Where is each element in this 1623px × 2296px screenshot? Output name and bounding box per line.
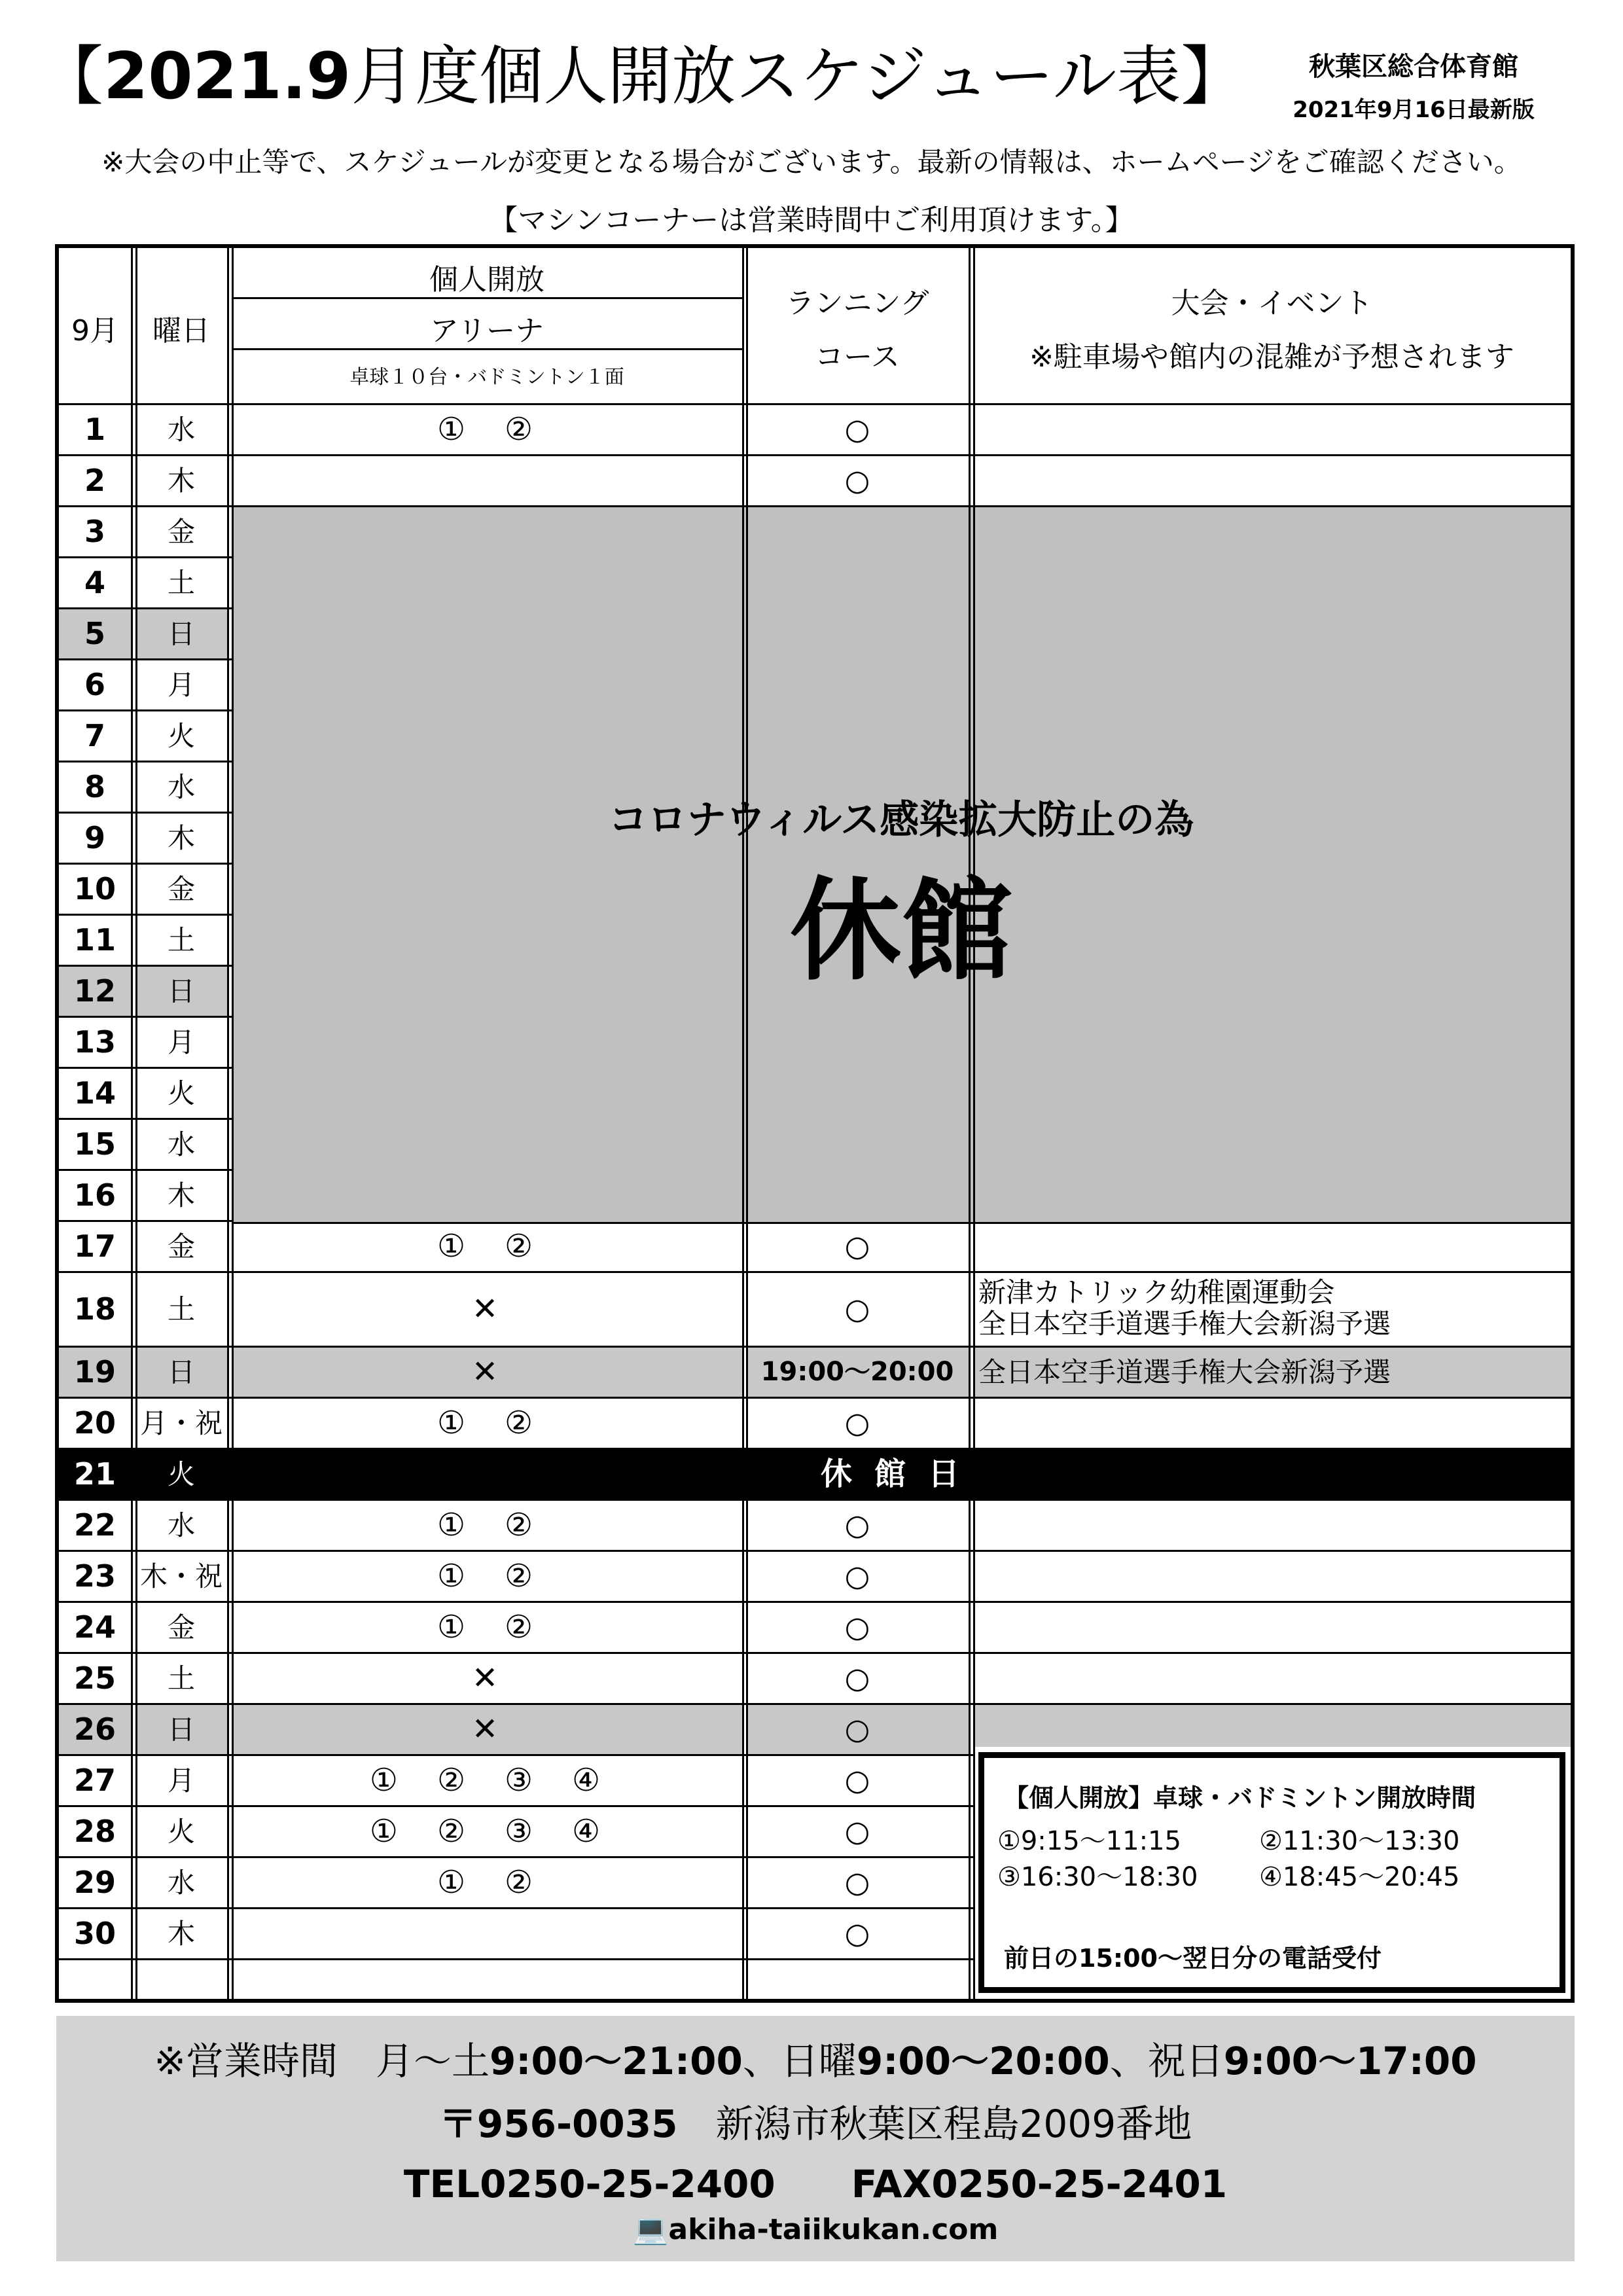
day-number: 4 <box>84 565 105 600</box>
closure-label: 休館 <box>789 867 1012 996</box>
day-number: 7 <box>84 718 105 753</box>
running-course: ○ <box>844 1611 870 1644</box>
weekday: 木 <box>167 822 195 854</box>
event-name: 全日本空手道選手権大会新潟予選 <box>978 1356 1391 1388</box>
table-row <box>59 454 1571 505</box>
weekday: 火 <box>167 720 195 752</box>
day-number: 2 <box>84 463 105 498</box>
arena-slots: ① ② <box>437 411 537 448</box>
arena-slots: ✕ <box>232 1348 742 1397</box>
weekday: 月・祝 <box>139 1407 223 1439</box>
header-month: 9月 <box>71 314 118 348</box>
day-number: 10 <box>73 871 116 906</box>
arena-slots <box>232 1960 742 2009</box>
arena-slots: ✕ <box>471 1291 503 1327</box>
running-course: ○ <box>844 1293 870 1326</box>
day-number: 13 <box>73 1024 116 1060</box>
running-course: 19:00～20:00 <box>746 1348 969 1397</box>
day-number: 12 <box>59 967 131 1016</box>
event-name: 新津カトリック幼稚園運動会 <box>978 1276 1335 1308</box>
website[interactable]: 💻akiha-taiikukan.com <box>632 2213 999 2246</box>
running-course: ○ <box>844 1764 870 1797</box>
table-row <box>59 1271 1571 1346</box>
info-slot-2: ②11:30～13:30 <box>1259 1826 1460 1856</box>
header-personal: 個人開放 <box>429 263 544 296</box>
weekday: 水 <box>167 771 195 803</box>
arena-slots: ① ② <box>437 1507 537 1543</box>
day-number: 25 <box>73 1660 116 1696</box>
closure-reason: コロナウィルス感染拡大防止の為 <box>608 797 1194 843</box>
closure-block <box>232 505 1571 1224</box>
day-number: 24 <box>73 1609 116 1645</box>
weekday: 金 <box>167 516 195 548</box>
arena-slots: ① ② <box>437 1558 537 1594</box>
day-number: 1 <box>84 412 105 447</box>
table-row <box>59 1601 1571 1652</box>
info-title: 【個人開放】卓球・バドミントン開放時間 <box>1004 1784 1476 1812</box>
day-number: 17 <box>73 1229 116 1264</box>
info-slot-1: ①9:15～11:15 <box>997 1826 1181 1856</box>
event <box>973 1399 1571 1448</box>
weekday: 金 <box>167 873 195 905</box>
header-event-note: ※駐車場や館内の混雑が予想されます <box>1029 340 1514 374</box>
day-number: 28 <box>73 1814 116 1849</box>
weekday: 水 <box>167 1128 195 1160</box>
running-course: ○ <box>844 413 870 446</box>
running-course: ○ <box>844 464 870 497</box>
day-number: 27 <box>73 1763 116 1798</box>
weekday: 火 <box>167 1077 195 1109</box>
running-course: ○ <box>844 1917 870 1950</box>
arena-slots: ① ② ③ ④ <box>369 1762 605 1799</box>
weekday: 水 <box>167 414 195 446</box>
running-course: ○ <box>844 1230 870 1263</box>
business-hours: ※営業時間 月～土9:00～21:00、日曜9:00～20:00、祝日9:00～17:00 <box>154 2039 1477 2083</box>
day-number: 20 <box>73 1405 116 1441</box>
weekday: 月 <box>167 1765 195 1797</box>
table-row <box>59 1448 1571 1499</box>
header-arena-detail: 卓球１０台・バドミントン１面 <box>349 366 624 389</box>
event <box>973 1273 1571 1346</box>
weekday: 金 <box>167 1611 195 1643</box>
header-weekday: 曜日 <box>152 314 210 348</box>
table-row <box>59 1397 1571 1448</box>
table-row <box>59 403 1571 454</box>
running-course <box>746 1960 969 2009</box>
address: 〒956-0035 新潟市秋葉区程島2009番地 <box>438 2102 1192 2146</box>
day-number: 26 <box>59 1705 131 1754</box>
weekday: 水 <box>167 1509 195 1541</box>
table-row <box>59 1499 1571 1550</box>
facility-name: 秋葉区総合体育館 <box>1309 52 1518 82</box>
info-phone: 前日の15:00～翌日分の電話受付 <box>1004 1944 1382 1973</box>
event <box>973 1348 1571 1397</box>
event <box>973 1603 1571 1652</box>
event <box>973 1222 1571 1271</box>
arena-slots: ① ② <box>437 1405 537 1441</box>
arena-slots: ① ② ③ ④ <box>369 1813 605 1850</box>
running-course: ○ <box>844 1509 870 1542</box>
day-number: 14 <box>73 1075 116 1111</box>
running-course: ○ <box>746 1705 969 1754</box>
day-number: 23 <box>73 1558 116 1594</box>
day-number: 15 <box>73 1126 116 1162</box>
arena-slots <box>232 1909 742 1958</box>
weekday: 土 <box>167 1662 195 1695</box>
day-number: 30 <box>73 1916 116 1951</box>
arena-slots: ① ② <box>437 1228 537 1265</box>
day-number: 11 <box>73 922 116 958</box>
weekday: 日 <box>135 609 227 658</box>
contact: TEL0250-25-2400 FAX0250-25-2401 <box>403 2162 1228 2206</box>
day-number: 3 <box>84 514 105 549</box>
info-box <box>973 1747 1571 1998</box>
header-running: ランニング <box>785 287 929 320</box>
day-number: 5 <box>59 609 131 658</box>
weekday: 月 <box>167 669 195 701</box>
closed-day-label: 休館日 <box>820 1456 982 1492</box>
event-name-2: 全日本空手道選手権大会新潟予選 <box>978 1308 1391 1340</box>
day-number: 16 <box>73 1177 116 1213</box>
event <box>973 456 1571 505</box>
arena-slots: ✕ <box>232 1705 742 1754</box>
weekday: 木 <box>167 1918 195 1950</box>
day-number: 9 <box>84 820 105 855</box>
event <box>973 405 1571 454</box>
day-number: 18 <box>73 1291 116 1327</box>
weekday: 木・祝 <box>139 1560 223 1592</box>
day-number: 19 <box>59 1348 131 1397</box>
running-course: ○ <box>844 1662 870 1695</box>
running-course: ○ <box>844 1866 870 1899</box>
running-course: ○ <box>844 1560 870 1593</box>
weekday: 木 <box>167 465 195 497</box>
info-slot-4: ④18:45～20:45 <box>1259 1862 1460 1892</box>
weekday: 土 <box>167 1293 195 1325</box>
change-notice: ※大会の中止等で、スケジュールが変更となる場合がございます。最新の情報は、ホームページをご確認ください。 <box>101 146 1522 178</box>
weekday: 日 <box>135 1348 227 1397</box>
event <box>973 1654 1571 1703</box>
day-number: 6 <box>84 667 105 702</box>
event <box>973 1552 1571 1601</box>
weekday: 火 <box>167 1816 195 1848</box>
running-course: ○ <box>844 1407 870 1440</box>
table-row <box>59 1346 1571 1397</box>
weekday: 日 <box>135 1705 227 1754</box>
footer <box>56 2016 1575 2261</box>
day-number: 8 <box>84 769 105 804</box>
info-slot-3: ③16:30～18:30 <box>997 1862 1198 1892</box>
day-number <box>59 1960 131 2009</box>
day-number: 29 <box>73 1865 116 1900</box>
weekday: 火 <box>167 1458 195 1490</box>
day-number: 22 <box>73 1507 116 1543</box>
weekday: 日 <box>135 967 227 1016</box>
weekday: 水 <box>167 1867 195 1899</box>
day-number: 21 <box>73 1456 116 1492</box>
arena-slots <box>232 456 742 505</box>
table-row <box>59 1652 1571 1703</box>
weekday: 金 <box>167 1230 195 1263</box>
arena-slots: ① ② <box>437 1864 537 1901</box>
computer-icon: 💻 <box>632 2213 669 2246</box>
running-course: ○ <box>844 1815 870 1848</box>
schedule-table <box>55 244 1575 2003</box>
header-running-2: コース <box>815 340 900 374</box>
page-title: 【2021.9月度個人開放スケジュール表】 <box>39 39 1245 114</box>
weekday: 土 <box>167 567 195 599</box>
event <box>973 1501 1571 1550</box>
weekday: 土 <box>167 924 195 956</box>
weekday: 月 <box>167 1026 195 1058</box>
table-row <box>59 1220 1571 1271</box>
arena-slots: ✕ <box>471 1660 503 1696</box>
header-event: 大会・イベント <box>1171 287 1373 320</box>
updated-date: 2021年9月16日最新版 <box>1293 97 1535 123</box>
weekday <box>135 1960 227 2009</box>
machine-notice: 【マシンコーナーは営業時間中ご利用頂けます。】 <box>489 204 1134 237</box>
header-arena: アリーナ <box>429 314 544 348</box>
weekday: 木 <box>167 1179 195 1211</box>
arena-slots: ① ② <box>437 1609 537 1645</box>
table-row <box>59 1550 1571 1601</box>
